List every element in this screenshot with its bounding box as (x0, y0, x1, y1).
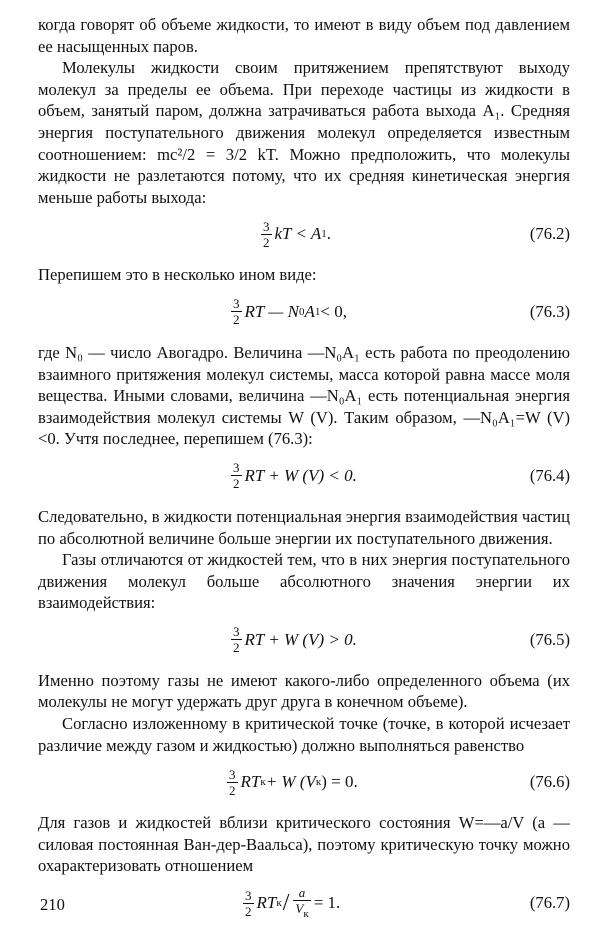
paragraph-7: Именно поэтому газы не имеют какого-либо определенного объема (их молекулы не могут удержать друг друга в конечном объеме). (38, 670, 570, 712)
fraction-3-2: $\frac{3}{2}$ (263, 218, 270, 250)
equation-76-5-formula: $\frac{3}{2}$ RT + W (V) > 0. (233, 624, 357, 656)
equation-number: (76.7) (529, 893, 570, 913)
fraction-a-over-vk: $\frac{a}{V_к}$ (295, 884, 309, 920)
equation-76-5 (38, 620, 570, 660)
equation-number: (76.2) (529, 224, 570, 244)
paragraph-9: Для газов и жидкостей вблизи критического состояния W=—a/V (a — силовая постоянная Ван-дер-Ваальса), поэтому критическую точку можно охарактеризовать отношением (38, 813, 570, 876)
equation-number: (76.6) (529, 772, 570, 792)
page-number: 210 (40, 895, 65, 914)
equation-76-7-formula: $\frac{3}{2}$ RT к / $\frac{a}{V_к}$ = 1. (245, 884, 341, 920)
page-body (38, 14, 570, 933)
fraction-3-2: $\frac{3}{2}$ (233, 460, 240, 492)
fraction-3-2: $\frac{3}{2}$ (229, 766, 236, 798)
equation-76-2 (38, 214, 570, 254)
equation-76-4 (38, 456, 570, 496)
equation-76-6 (38, 762, 570, 802)
paragraph-5: Следовательно, в жидкости потенциальная энергия взаимодействия частиц по абсолютной величине больше энергии их поступательного движения. (38, 506, 570, 548)
equation-76-7 (38, 883, 570, 923)
paragraph-4: где N₀ — число Авогадро. Величина —N₀A₁ есть работа по преодолению взаимного притяжения молекул системы, масса которой равна массе моля вещества. Иными словами, величина —N₀A₁ есть потенциальная энергия взаимодействия молекул системы W (V). Таким образом, —N₀A₁=W (V)<0. Учтя последнее, перепишем (76.3): (38, 342, 570, 449)
equation-76-3 (38, 292, 570, 332)
equation-number: (76.3) (529, 301, 570, 321)
fraction-3-2: $\frac{3}{2}$ (233, 296, 240, 328)
equation-76-4-formula: $\frac{3}{2}$ RT + W (V) < 0. (233, 460, 357, 492)
paragraph-2: Молекулы жидкости своим притяжением препятствуют выходу молекул за пределы ее объема. При переходе частицы из жидкости в объем, занятый паром, должна затрачиваться работа выхода A₁. Средняя энергия поступательного движения молекул определяется известным соотношением: mc²/2 = 3/2 kT. Можно предположить, что молекулы жидкости не разлетаются потому, что их средняя кинетическая энергия меньше работы выхода: (38, 58, 570, 207)
equation-76-2-rest: kT < A (274, 224, 322, 244)
equation-number: (76.4) (529, 465, 570, 485)
fraction-3-2: $\frac{3}{2}$ (245, 887, 252, 919)
paragraph-1: когда говорят об объеме жидкости, то имеют в виду объем под давлением ее насыщенных паров. (38, 15, 570, 56)
paragraph-8: Согласно изложенному в критической точке (точке, в которой исчезает различие между газом и жидкостью) должно выполняться равенство (38, 714, 570, 755)
equation-number: (76.5) (529, 629, 570, 649)
equation-76-6-formula: $\frac{3}{2}$ RT к + W (V к ) = 0. (229, 766, 358, 798)
fraction-3-2: $\frac{3}{2}$ (233, 624, 240, 656)
paragraph-3: Перепишем это в несколько ином виде: (38, 265, 317, 285)
equation-76-3-formula: $\frac{3}{2}$ RT — N 0 A 1 < 0, (233, 296, 347, 328)
paragraph-6: Газы отличаются от жидкостей тем, что в них энергия поступательного движения молекул больше абсолютного значения энергии их взаимодействия: (38, 550, 570, 613)
equation-76-2-formula: $\frac{3}{2}$ kT < A 1 . (263, 218, 331, 250)
